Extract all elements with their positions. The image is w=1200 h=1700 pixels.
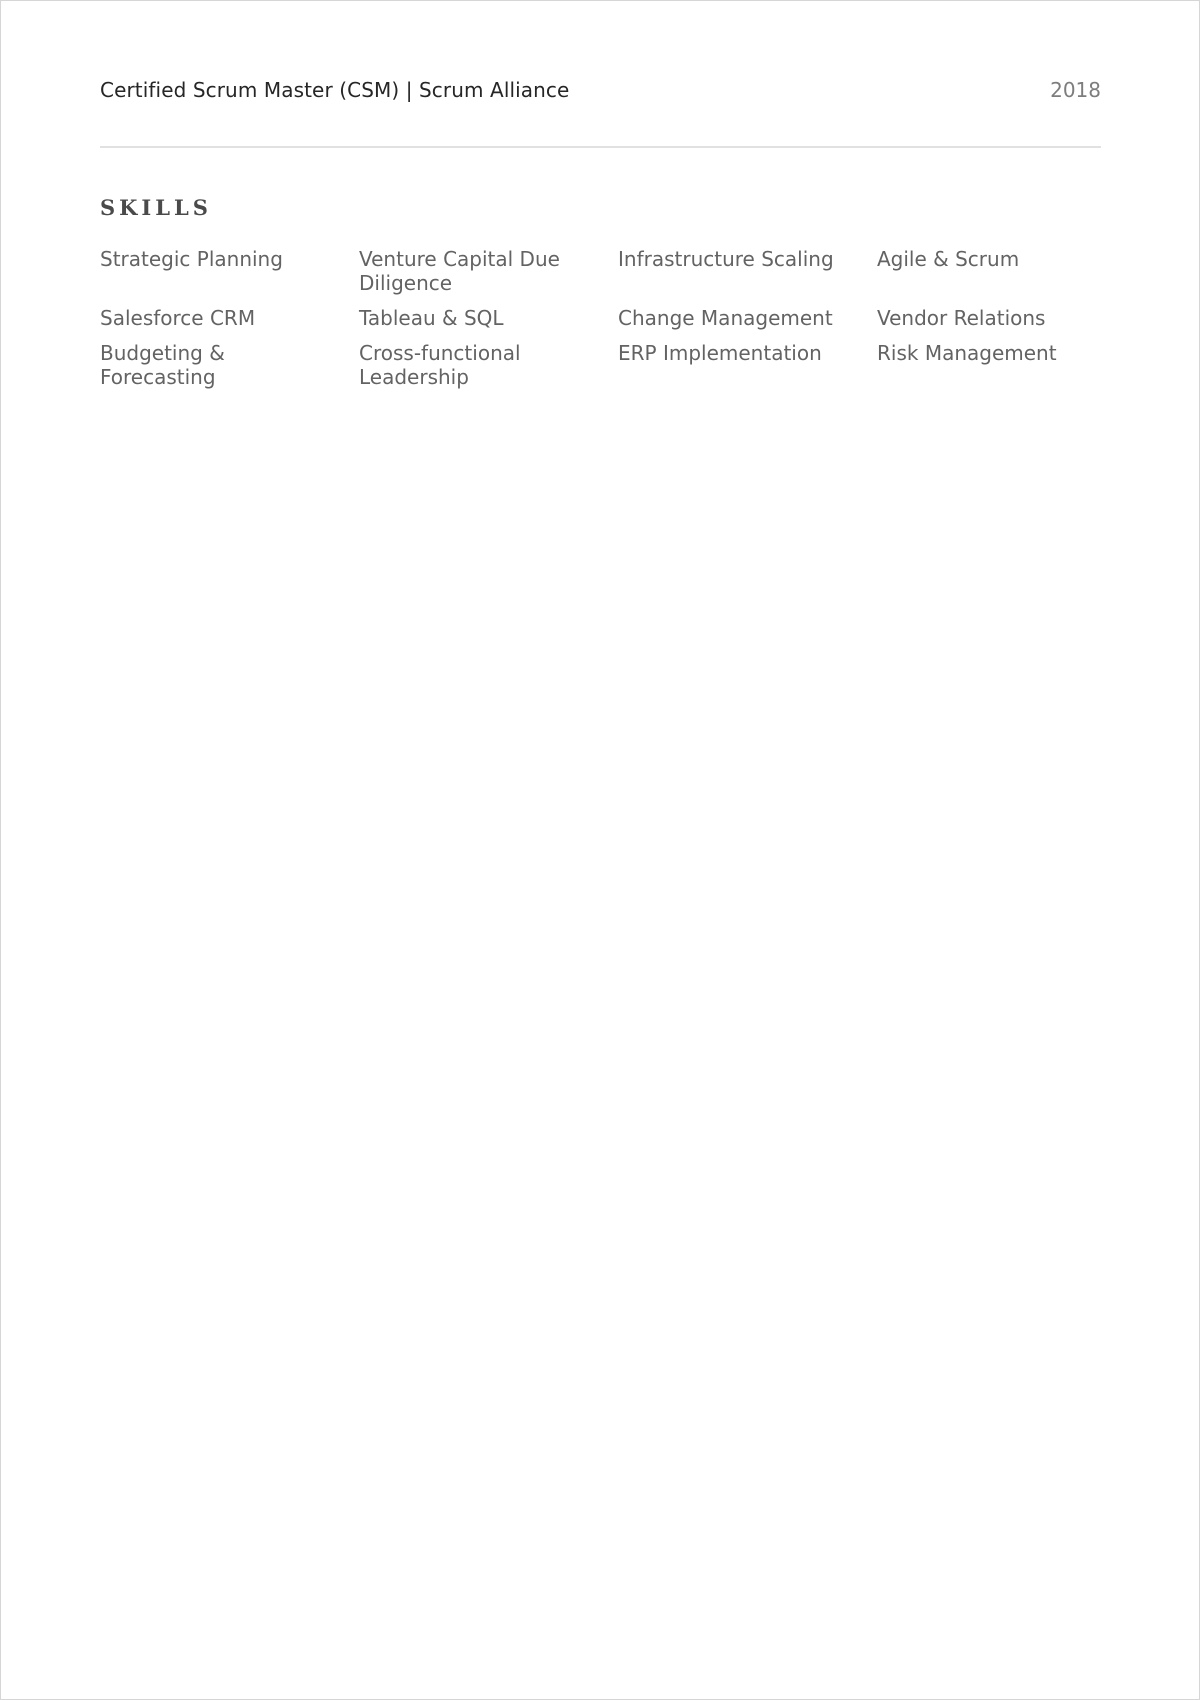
skill-item: Strategic Planning — [100, 247, 283, 271]
skills-grid — [100, 247, 1101, 389]
skill-item: Tableau & SQL — [359, 306, 504, 330]
skill-item: Budgeting & Forecasting — [100, 341, 225, 389]
certification-entry — [100, 78, 1101, 108]
section-divider — [100, 146, 1101, 148]
skills-heading: SKILLS — [100, 195, 212, 220]
skill-item: Venture Capital Due Diligence — [359, 247, 560, 295]
skill-item: Vendor Relations — [877, 306, 1046, 330]
skill-item: Infrastructure Scaling — [618, 247, 834, 271]
skill-item: Change Management — [618, 306, 833, 330]
skill-item: Cross-functional Leadership — [359, 341, 521, 389]
certification-title: Certified Scrum Master (CSM) | Scrum Alliance — [100, 78, 570, 102]
skill-item: Agile & Scrum — [877, 247, 1020, 271]
skill-item: Risk Management — [877, 341, 1057, 365]
skill-item: ERP Implementation — [618, 341, 822, 365]
certification-year: 2018 — [1050, 78, 1101, 102]
skill-item: Salesforce CRM — [100, 306, 256, 330]
